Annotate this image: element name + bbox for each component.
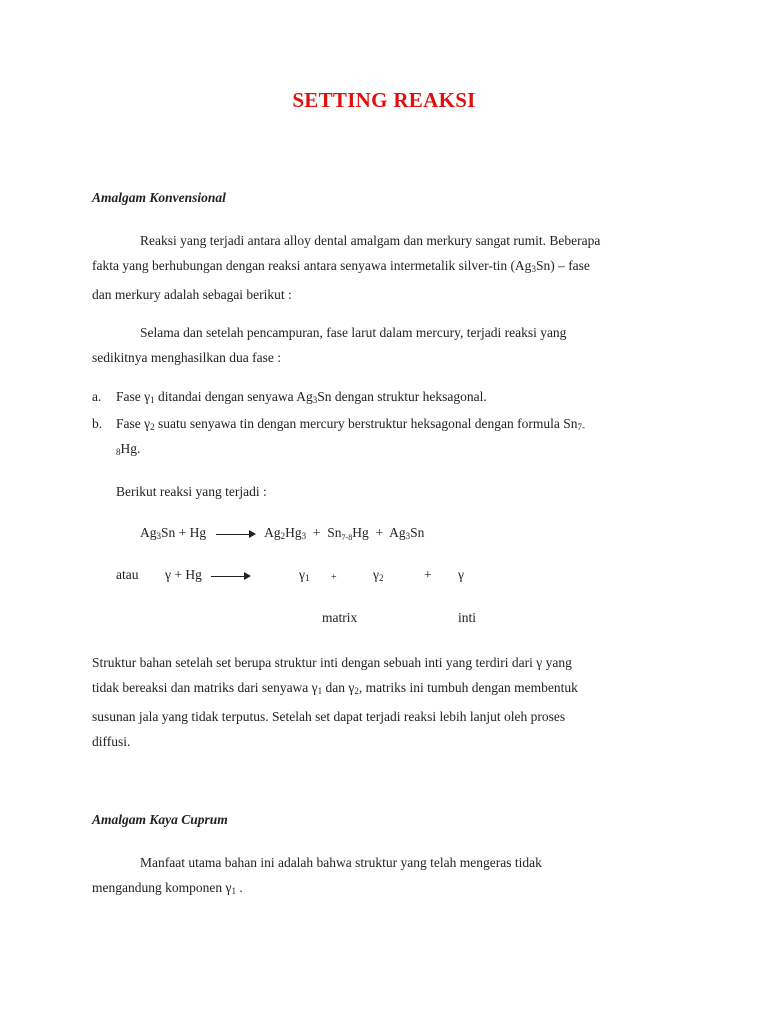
label-inti: inti [458, 610, 477, 625]
section-heading-amalgam-konvensional: Amalgam Konvensional [92, 190, 226, 205]
list-item-a [92, 389, 487, 405]
reaction-equation-2-left [165, 567, 257, 583]
text-span: Ag [389, 525, 406, 540]
subscript: 3 [156, 531, 161, 541]
subscript: 2 [280, 531, 286, 541]
subscript: 1 [150, 395, 155, 405]
section-heading-amalgam-kaya-cuprum: Amalgam Kaya Cuprum [92, 812, 228, 827]
text-span: suatu senyawa tin dengan mercury berstruktur heksagonal dengan formula Sn [154, 416, 578, 431]
subscript: 2 [354, 686, 359, 696]
text-span: fakta yang berhubungan dengan reaksi antara senyawa intermetalik silver-tin (Ag [92, 258, 532, 273]
subscript: 1 [231, 886, 236, 896]
text-span: Ag [264, 525, 281, 540]
text-span: γ + Hg [165, 567, 202, 582]
text-span: Hg [352, 525, 369, 540]
label-matrix: matrix [322, 610, 358, 625]
text-span: Hg. [120, 441, 141, 456]
text-span: + [312, 525, 321, 540]
text-span: Ag [140, 525, 157, 540]
subscript: 1 [304, 573, 310, 583]
subscript: 7- [577, 422, 585, 432]
text-span: , matriks ini tumbuh dengan membentuk [358, 680, 578, 695]
list-marker: a. [92, 389, 102, 404]
gamma: γ [458, 567, 464, 582]
text-span: . [235, 880, 243, 895]
text-span: tidak bereaksi dan matriks dari senyawa γ [92, 680, 318, 695]
paragraph-line: Struktur bahan setelah set berupa struktur inti dengan sebuah inti yang terdiri dari γ yang [92, 655, 572, 670]
text-span: dan γ [322, 680, 355, 695]
text-span: Fase γ [116, 389, 151, 404]
text-span: Sn dengan struktur heksagonal. [317, 389, 487, 404]
reaction-equation-2-atau: atau [116, 567, 139, 582]
text-span: Sn [327, 525, 342, 540]
paragraph-line [92, 875, 682, 904]
text-span: γ [299, 567, 305, 582]
text-span: ditandai dengan senyawa Ag [154, 389, 313, 404]
subscript: 8 [116, 447, 121, 457]
plus: + [424, 567, 432, 582]
reaction-equation-1 [140, 525, 424, 542]
subscript: 2 [150, 422, 155, 432]
text-span: Fase γ [116, 416, 151, 431]
paragraph-selama [92, 320, 682, 370]
paragraph-line: Selama dan setelah pencampuran, fase larut dalam mercury, terjadi reaksi yang [140, 325, 567, 340]
paragraph-line [92, 253, 682, 282]
document-title: SETTING REAKSI [292, 88, 476, 112]
paragraph-line: susunan jala yang tidak terputus. Setelah set dapat terjadi reaksi lebih lanjut oleh proses [92, 709, 566, 724]
text-span: Sn [410, 525, 425, 540]
text-span: + [375, 525, 384, 540]
subscript: 2 [378, 573, 384, 583]
gamma-1 [299, 567, 309, 583]
paragraph-line: diffusi. [92, 734, 131, 749]
list-marker: b. [92, 416, 103, 431]
reaction-arrow-icon [211, 571, 251, 581]
list-item-b-continuation [116, 441, 140, 457]
paragraph-manfaat [92, 850, 682, 904]
text-span: mengandung komponen γ [92, 880, 232, 895]
subscript: 3 [301, 531, 307, 541]
text-span: Sn) – fase [535, 258, 590, 273]
paragraph-line: sedikitnya menghasilkan dua fase : [92, 350, 281, 365]
subscript: 3 [531, 264, 536, 274]
paragraph-line: dan merkury adalah sebagai berikut : [92, 287, 292, 302]
subscript: 1 [317, 686, 323, 696]
text-span: Sn + Hg [161, 525, 207, 540]
text-span: Hg [285, 525, 302, 540]
text-span: γ [373, 567, 379, 582]
paragraph-line [92, 675, 682, 704]
paragraph-struktur [92, 650, 682, 754]
list-item-b [92, 416, 585, 432]
paragraph-line: Reaksi yang terjadi antara alloy dental amalgam dan merkury sangat rumit. Beberapa [140, 233, 601, 248]
plus-small: + [331, 572, 337, 583]
subscript: 7-8 [341, 533, 353, 542]
subscript: 3 [312, 395, 318, 405]
reaction-arrow-icon [216, 529, 256, 539]
paragraph-line: Manfaat utama bahan ini adalah bahwa struktur yang telah mengeras tidak [140, 855, 542, 870]
gamma-2 [373, 567, 383, 583]
subscript: 3 [405, 531, 411, 541]
reaction-intro: Berikut reaksi yang terjadi : [116, 484, 267, 499]
paragraph-reaksi [92, 228, 682, 307]
